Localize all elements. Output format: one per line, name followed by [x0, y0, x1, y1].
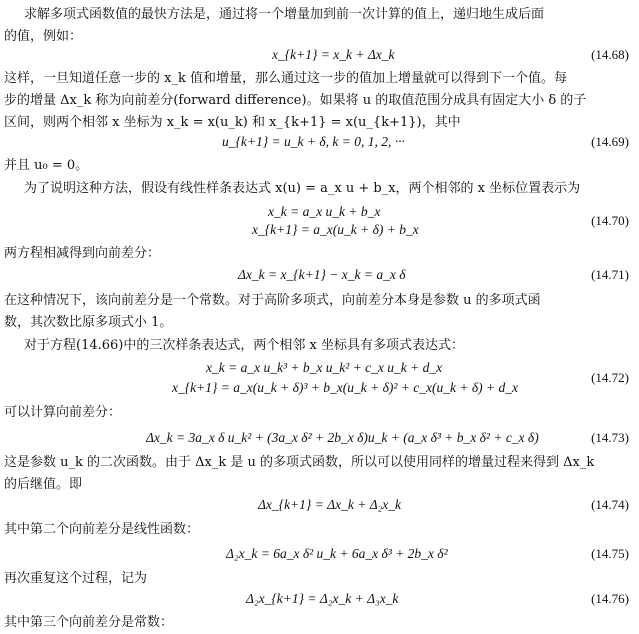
- paragraph-line: 为了说明这种方法，假设有线性样条表达式 x(u) = a_x u + b_x，两个相邻的 x 坐标位置表示为: [24, 181, 581, 196]
- equation-14-75: Δ₂x_k = 6a_x δ² u_k + 6a_x δ³ + 2b_x δ²: [226, 546, 448, 561]
- paragraph-line: 其中第二个向前差分是线性函数：: [4, 522, 200, 537]
- equation-number: (14.75): [591, 546, 629, 561]
- paragraph-line: 其中第三个向前差分是常数：: [4, 615, 174, 630]
- equation-number: (14.69): [591, 134, 629, 149]
- equation-number: (14.73): [591, 430, 629, 445]
- paragraph-line: 区间，则两个相邻 x 坐标为 x_k = x(u_k) 和 x_{k+1} = x(u_{k+1})，其中: [4, 115, 461, 130]
- paragraph-line: 两方程相减得到向前差分：: [4, 246, 161, 261]
- paragraph-line: 在这种情况下，该向前差分是一个常数。对于高阶多项式，向前差分本身是参数 u 的多项式函: [4, 293, 541, 308]
- paragraph-line: 再次重复这个过程，记为: [4, 571, 148, 586]
- paragraph-line: 对于方程(14.66)中的三次样条表达式，两个相邻 x 坐标具有多项式表达式：: [24, 338, 464, 353]
- equation-number: (14.68): [591, 47, 629, 62]
- paragraph-line: 并且 u₀ = 0。: [4, 158, 89, 173]
- equation-number: (14.72): [591, 370, 629, 385]
- paragraph-line: 这是参数 u_k 的二次函数。由于 Δx_k 是 u 的多项式函数，所以可以使用同样的增量过程来得到 Δx_k: [4, 455, 595, 470]
- equation-14-76: Δ₂x_{k+1} = Δ₂x_k + Δ₃x_k: [246, 591, 399, 606]
- paragraph-line: 求解多项式函数值的最快方法是，通过将一个增量加到前一次计算的值上，递归地生成后面: [24, 7, 545, 22]
- equation-14-72a: x_k = a_x u_k³ + b_x u_k² + c_x u_k + d_x: [206, 360, 443, 375]
- paragraph-line: 可以计算向前差分：: [4, 405, 122, 420]
- equation-14-70a: x_k = a_x u_k + b_x: [268, 204, 381, 219]
- equation-14-74: Δx_{k+1} = Δx_k + Δ₂x_k: [258, 497, 402, 512]
- paragraph-line: 的值，例如：: [4, 29, 83, 44]
- paragraph-line: 数，其次数比原多项式小 1。: [4, 315, 173, 330]
- equation-number: (14.76): [591, 591, 629, 606]
- equation-14-72b: x_{k+1} = a_x(u_k + δ)³ + b_x(u_k + δ)² + c_x(u_k + δ) + d_x: [172, 380, 518, 395]
- paragraph-line: 这样，一旦知道任意一步的 x_k 值和增量，那么通过这一步的值加上增量就可以得到下一个值。每: [4, 71, 567, 86]
- paragraph-line: 步的增量 Δx_k 称为向前差分(forward difference)。如果将 u 的取值范围分成具有固定大小 δ 的子: [4, 93, 587, 108]
- equation-14-68: x_{k+1} = x_k + Δx_k: [272, 47, 395, 62]
- equation-14-70b: x_{k+1} = a_x(u_k + δ) + b_x: [252, 222, 419, 237]
- equation-14-71: Δx_k = x_{k+1} − x_k = a_x δ: [238, 267, 406, 282]
- equation-number: (14.74): [591, 497, 629, 512]
- equation-number: (14.70): [591, 213, 629, 228]
- paragraph-line: 的后继值。即: [4, 477, 83, 492]
- equation-14-69: u_{k+1} = u_k + δ, k = 0, 1, 2, ···: [222, 134, 405, 149]
- equation-number: (14.71): [591, 267, 629, 282]
- equation-14-73: Δx_k = 3a_x δ u_k² + (3a_x δ² + 2b_x δ)u_k + (a_x δ³ + b_x δ² + c_x δ): [146, 430, 539, 445]
